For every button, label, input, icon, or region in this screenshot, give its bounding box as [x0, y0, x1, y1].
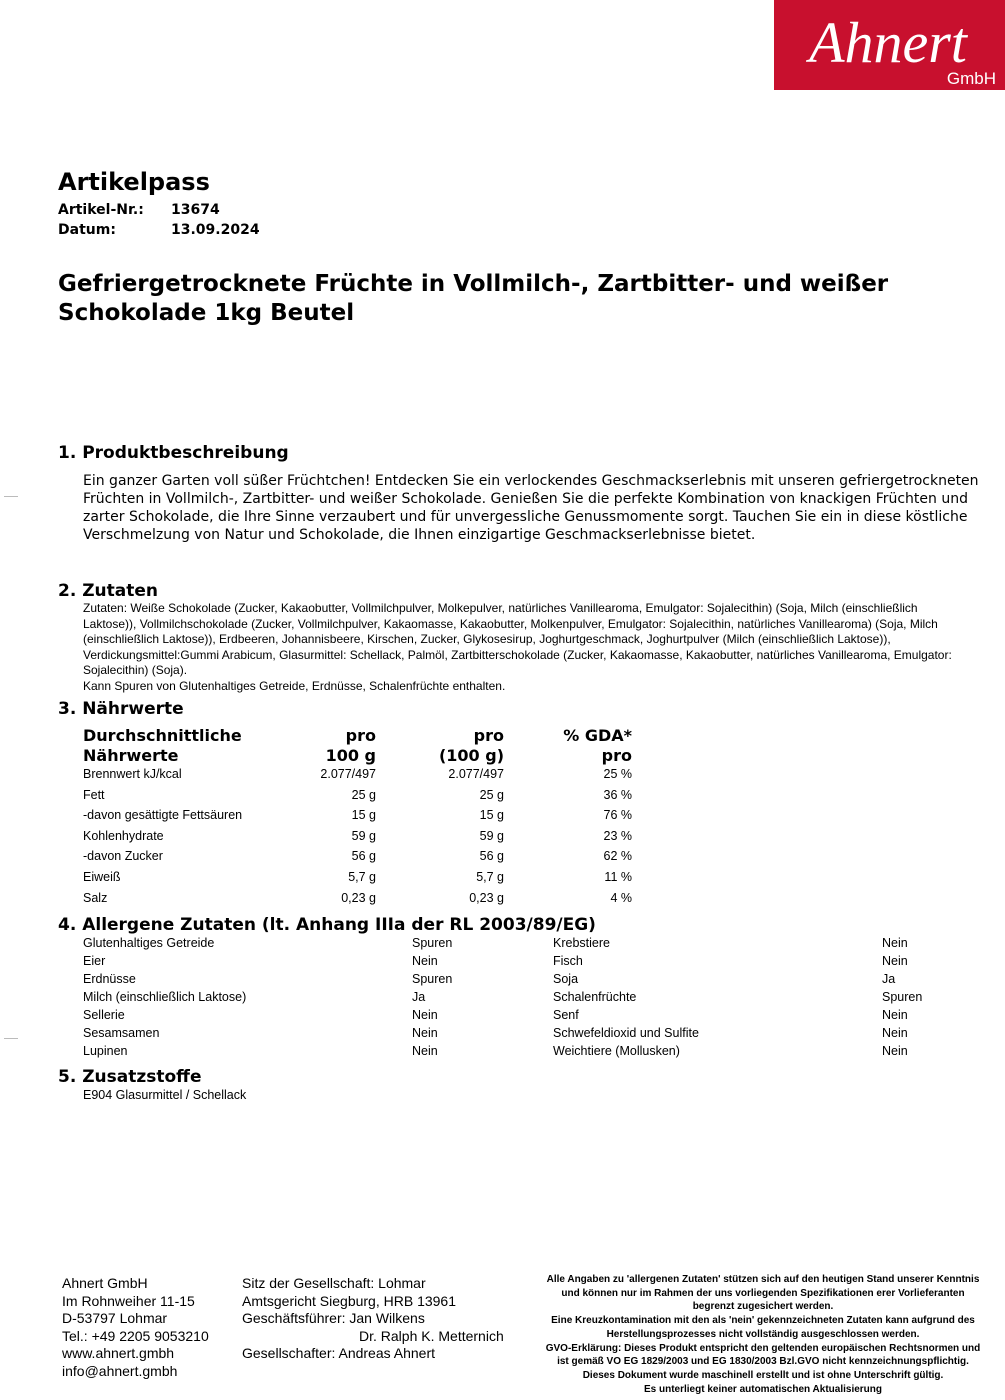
- footer-address: [62, 1275, 209, 1380]
- allergen-name: Glutenhaltiges Getreide: [83, 936, 215, 950]
- allergen-value: Ja: [882, 972, 896, 986]
- allergen-value: Nein: [412, 1044, 438, 1058]
- fold-mark: [4, 496, 18, 497]
- date-row: [58, 222, 358, 242]
- allergen-name: Milch (einschließlich Laktose): [83, 990, 247, 1004]
- allergen-name: Lupinen: [83, 1044, 128, 1058]
- allergen-name: Soja: [553, 972, 579, 986]
- disclaimer-line: Es unterliegt keiner automatischen Aktualisierung: [643, 1383, 883, 1395]
- allergen-name: Erdnüsse: [83, 972, 136, 986]
- footer-ceo: Geschäftsführer: Jan Wilkens: [242, 1310, 425, 1326]
- allergen-value: Ja: [412, 990, 426, 1004]
- footer-website: www.ahnert.gmbh: [62, 1345, 175, 1361]
- nutrient-portion: 56 g: [479, 849, 504, 864]
- disclaimer-line: und können nur im Rahmen der uns vorliegenden Spezifikationen erer Vorlieferanten: [561, 1287, 965, 1299]
- section-heading-nutrition: 3. Nährwerte: [58, 699, 184, 719]
- nutrient-gda: 36 %: [603, 787, 632, 802]
- footer-ceo-2: Dr. Ralph K. Metternich: [359, 1327, 504, 1344]
- nutrition-header-portion: [404, 726, 504, 766]
- nutrient-per100: 5,7 g: [348, 870, 376, 884]
- nutrition-header-name-l2: Nährwerte: [83, 746, 179, 765]
- nutrient-name: -davon gesättigte Fettsäuren: [83, 808, 243, 823]
- footer-court: Amtsgericht Siegburg, HRB 13961: [242, 1292, 456, 1309]
- nutrition-header-gda: [532, 726, 632, 766]
- allergen-name: Schalenfrüchte: [553, 990, 637, 1004]
- nutrient-gda: 11 %: [604, 870, 632, 884]
- article-number-row: [58, 202, 358, 222]
- nutrition-row: [83, 767, 643, 787]
- traces-text: Kann Spuren von Glutenhaltiges Getreide, Erdnüsse, Schalenfrüchte enthalten.: [83, 678, 506, 693]
- footer-seat: Sitz der Gesellschaft: Lohmar: [242, 1275, 426, 1291]
- allergen-value: Nein: [412, 1026, 438, 1040]
- section-heading-additives: 5. Zusatzstoffe: [58, 1067, 202, 1087]
- nutrient-gda: 23 %: [603, 828, 632, 843]
- nutrition-header-per100-l1: pro: [345, 726, 376, 745]
- nutrition-row: [83, 829, 643, 849]
- product-title: [58, 270, 958, 328]
- allergen-value: Spuren: [882, 990, 923, 1004]
- allergen-value: Nein: [412, 1008, 438, 1022]
- allergen-value: Nein: [882, 936, 908, 950]
- footer-company: Ahnert GmbH: [62, 1275, 148, 1291]
- company-logo: [774, 0, 1005, 90]
- date-label: Datum:: [58, 222, 116, 238]
- nutrient-per100: 0,23 g: [341, 890, 376, 905]
- nutrient-portion: 2.077/497: [448, 767, 504, 781]
- logo-graphic: [774, 0, 1005, 90]
- nutrient-gda: 25 %: [603, 767, 632, 781]
- nutrition-header-gda-l1: % GDA*: [563, 726, 632, 745]
- nutrient-per100: 56 g: [351, 849, 376, 864]
- nutrient-name: Kohlenhydrate: [83, 828, 164, 843]
- allergen-row: [83, 990, 943, 1008]
- nutrition-header-name: [83, 726, 283, 766]
- allergen-row: [83, 1026, 943, 1044]
- section-heading-ingredients: 2. Zutaten: [58, 581, 158, 601]
- nutrient-portion: 59 g: [479, 828, 504, 843]
- allergen-value: Nein: [882, 954, 908, 968]
- allergen-value: Nein: [882, 1044, 908, 1058]
- allergen-name: Senf: [553, 1008, 579, 1022]
- allergen-value: Nein: [882, 1026, 908, 1040]
- ingredients-text: Zutaten: Weiße Schokolade (Zucker, Kakaobutter, Vollmilchpulver, Molkepulver, natürliches Vanillearoma, Emulgator: Sojalecithin) (Soja, Milch (einschließlich Laktose)), Vollmilchschokolade (Zucker, Vollmilchpulver, Kakaomasse, Kakaobutter, Molkenpulver, Emulgator: Sojalecithin, natürliches Vanillearoma) (Soja, Milch (einschließlich Laktose)), Erdbeeren, Johannisbeere, Kirschen, Zucker, Glykosesirup, Joghurtgeschmack, Joghurtpulver (Milch (einschließlich Laktose)), Verdickungsmittel:Gummi Arabicum, Glasurmittel: Schellack, Palmöl, Zartbitterschokolade (Zucker, Kakaomasse, Kakaobutter, natürliches Vanillearoma, Emulgator: Sojalecithin) (Soja).: [83, 601, 952, 677]
- nutrient-per100: 59 g: [351, 828, 376, 843]
- nutrition-header-portion-l1: pro: [473, 726, 504, 745]
- nutrient-name: -davon Zucker: [83, 849, 163, 864]
- product-title-line2: Schokolade 1kg Beutel: [58, 300, 355, 326]
- ingredients-block: [83, 601, 963, 694]
- nutrition-row: [83, 870, 643, 890]
- nutrition-header-per100: [276, 726, 376, 766]
- allergen-name: Sellerie: [83, 1008, 125, 1022]
- article-number-label: Artikel-Nr.:: [58, 202, 144, 218]
- footer-shareholder: Gesellschafter: Andreas Ahnert: [242, 1345, 435, 1361]
- footer-phone: Tel.: +49 2205 9053210: [62, 1327, 209, 1344]
- footer-legal: [242, 1275, 504, 1363]
- logo-wordmark: Ahnert: [809, 10, 967, 75]
- disclaimer-line: Alle Angaben zu 'allergenen Zutaten' stützen sich auf den heutigen Stand unserer Kenntnis: [546, 1274, 980, 1285]
- allergen-value: Spuren: [412, 936, 453, 950]
- nutrient-portion: 25 g: [479, 787, 504, 802]
- allergen-row: [83, 936, 943, 954]
- disclaimer-line: Eine Kreuzkontamination mit den als 'nein' gekennzeichneten Zutaten kann aufgrund des: [551, 1315, 975, 1327]
- date-value: 13.09.2024: [171, 222, 260, 238]
- nutrition-header-per100-l2: 100 g: [325, 746, 376, 765]
- nutrient-portion: 15 g: [479, 808, 504, 823]
- nutrition-header-gda-l2: pro: [601, 746, 632, 765]
- nutrition-header-portion-l2: (100 g): [438, 746, 504, 765]
- nutrient-name: Brennwert kJ/kcal: [83, 767, 182, 781]
- nutrient-portion: 5,7 g: [476, 870, 504, 884]
- allergen-name: Eier: [83, 954, 106, 968]
- product-description: Ein ganzer Garten voll süßer Früchtchen! Entdecken Sie ein verlockendes Geschmackserlebnis mit unseren gefriergetrockneten Früchten in Vollmilch-, Zartbitter- und weißer Schokolade. Genießen Sie die perfekte Kombination von knackigen Früchten und zarter Schokolade, die Ihre Sinne verzaubert und für unvergessliche Genussmomente sorgt. Tauchen Sie ein in diese köstliche Verschmelzung von Natur und Schokolade, die Ihnen einzigartige Geschmackserlebnisse bietet.: [83, 473, 979, 543]
- section-heading-allergens: 4. Allergene Zutaten (lt. Anhang IIIa der RL 2003/89/EG): [58, 915, 596, 935]
- nutrient-gda: 4 %: [610, 890, 632, 905]
- nutrient-gda: 62 %: [603, 849, 632, 864]
- allergen-value: Spuren: [412, 972, 453, 986]
- nutrient-per100: 15 g: [351, 808, 376, 823]
- footer-street: Im Rohnweiher 11-15: [62, 1292, 195, 1309]
- nutrient-name: Salz: [83, 890, 108, 905]
- product-title-line1: Gefriergetrocknete Früchte in Vollmilch-, Zartbitter- und weißer: [58, 271, 889, 297]
- disclaimer-line: Dieses Dokument wurde maschinell erstellt und ist ohne Unterschrift gültig.: [582, 1369, 944, 1381]
- allergen-value: Nein: [882, 1008, 908, 1022]
- document-title: Artikelpass: [58, 168, 210, 196]
- nutrition-header-name-l1: Durchschnittliche: [83, 726, 242, 745]
- nutrition-row: [83, 788, 643, 808]
- additives-text: E904 Glasurmittel / Schellack: [83, 1088, 247, 1102]
- allergen-row: [83, 1044, 943, 1062]
- disclaimer-line: Herstellungsprozesses nicht vollständig ausgeschlossen werden.: [606, 1328, 920, 1340]
- disclaimer-line: ist gemäß VO EG 1829/2003 und EG 1830/2003 Bzl.GVO nicht kennzeichnungspflichtig.: [557, 1356, 969, 1368]
- disclaimer-line: begrenzt zugesichert werden.: [692, 1301, 834, 1313]
- allergen-value: Nein: [412, 954, 438, 968]
- allergen-name: Schwefeldioxid und Sulfite: [553, 1026, 699, 1040]
- footer-city: D-53797 Lohmar: [62, 1310, 168, 1326]
- nutrient-per100: 2.077/497: [320, 767, 376, 781]
- allergen-name: Fisch: [553, 954, 583, 968]
- logo-suffix: GmbH: [946, 69, 996, 88]
- nutrition-row: [83, 849, 643, 869]
- nutrition-row: [83, 808, 643, 828]
- allergen-row: [83, 972, 943, 990]
- nutrient-name: Fett: [83, 787, 105, 802]
- allergen-row: [83, 1008, 943, 1026]
- nutrient-gda: 76 %: [603, 808, 632, 823]
- fold-mark: [4, 1038, 18, 1039]
- nutrient-per100: 25 g: [351, 787, 376, 802]
- allergen-name: Krebstiere: [553, 936, 610, 950]
- nutrient-name: Eiweiß: [83, 870, 121, 884]
- section-heading-description: 1. Produktbeschreibung: [58, 443, 289, 463]
- disclaimer-line: GVO-Erklärung: Dieses Produkt entspricht den geltenden europäischen Rechtsnormen und: [545, 1342, 981, 1354]
- footer-disclaimer: [524, 1273, 1002, 1396]
- nutrient-portion: 0,23 g: [469, 890, 504, 905]
- footer-email: info@ahnert.gmbh: [62, 1362, 178, 1379]
- nutrition-row: [83, 891, 643, 911]
- article-number-value: 13674: [171, 202, 220, 218]
- allergen-name: Weichtiere (Mollusken): [553, 1044, 680, 1058]
- allergen-name: Sesamsamen: [83, 1026, 160, 1040]
- allergen-row: [83, 954, 943, 972]
